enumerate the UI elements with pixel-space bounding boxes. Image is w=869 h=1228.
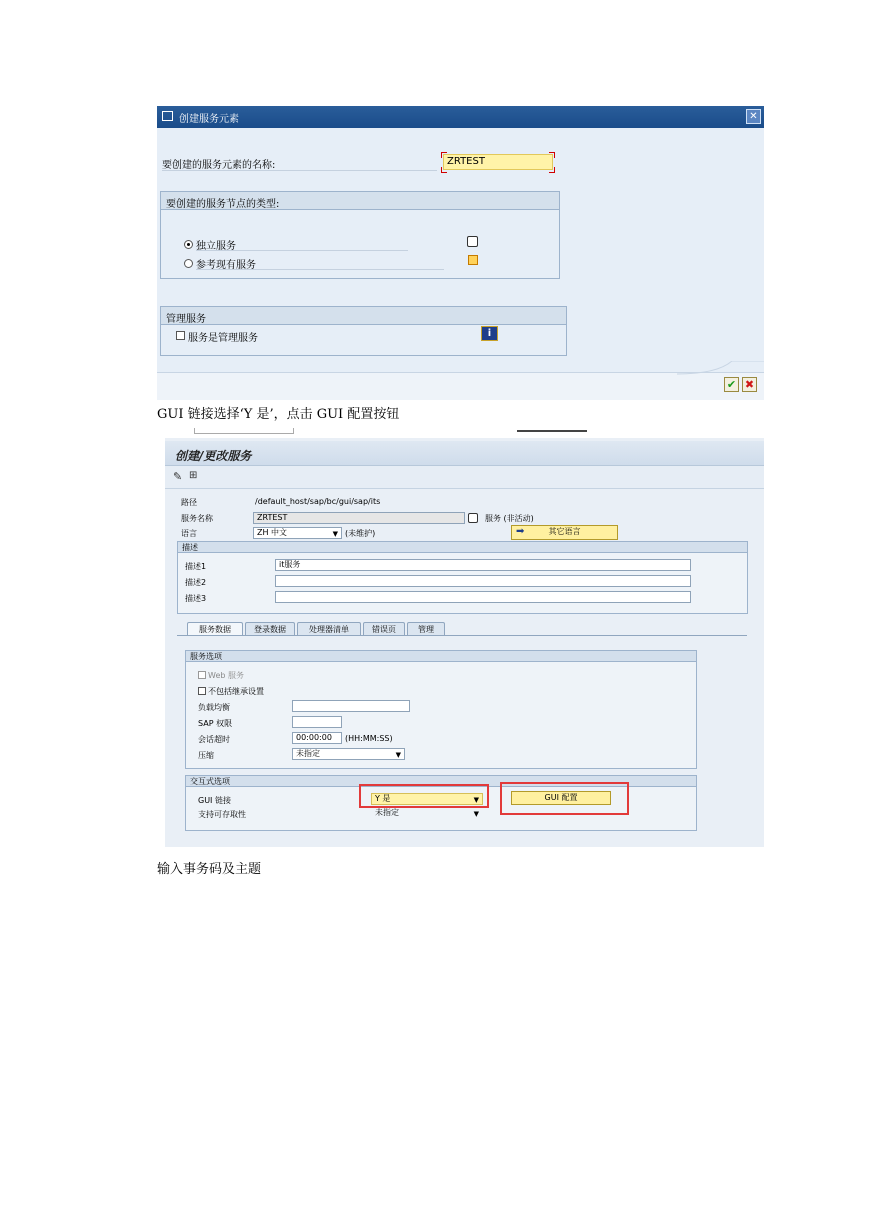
group-header <box>161 307 566 325</box>
service-options-group <box>185 650 697 769</box>
chevron-down-icon: ▼ <box>473 810 479 818</box>
path-label: 路径 <box>181 498 197 507</box>
description-group <box>177 541 748 614</box>
language-status: (未维护) <box>345 529 376 538</box>
admin-service-checkbox[interactable] <box>176 331 185 340</box>
compression-label: 压缩 <box>198 751 214 760</box>
hierarchy-icon[interactable]: ⊞ <box>189 470 198 481</box>
service-icon <box>468 513 478 523</box>
cancel-button[interactable]: ✖ <box>742 377 757 392</box>
web-service-label: Web 服务 <box>208 671 244 680</box>
gui-config-button[interactable]: GUI 配置 <box>511 791 611 805</box>
desc2-label: 描述2 <box>185 578 207 587</box>
dialog-titlebar <box>157 106 764 128</box>
description-group-title: 描述 <box>178 542 747 553</box>
language-label: 语言 <box>181 529 197 538</box>
application-toolbar <box>165 466 764 489</box>
create-icon <box>162 111 173 121</box>
session-timeout-label: 会话超时 <box>198 735 230 744</box>
web-service-checkbox[interactable] <box>198 671 206 679</box>
highlight-gui-link <box>359 784 489 808</box>
caption-enter-tcode: 输入事务码及主题 <box>157 862 262 877</box>
focus-corner-bl <box>441 167 447 173</box>
reference-service-icon <box>468 255 478 265</box>
tab-service-data[interactable]: 服务数据 <box>187 622 243 635</box>
create-change-service-screen <box>165 438 764 847</box>
desc2-field[interactable] <box>275 575 691 587</box>
group-title: 管理服务 <box>166 314 206 325</box>
chevron-down-icon: ▼ <box>395 751 401 759</box>
highlight-gui-config <box>500 782 629 815</box>
focus-corner-tl <box>441 152 447 158</box>
service-icon <box>467 236 478 247</box>
arrow-right-icon: ➡ <box>516 526 525 537</box>
sap-auth-label: SAP 权限 <box>198 719 233 728</box>
chevron-down-icon: ▼ <box>332 530 338 538</box>
footer-curve <box>677 361 764 375</box>
language-value: ZH 中文 <box>257 528 288 537</box>
confirm-button[interactable]: ✔ <box>724 377 739 392</box>
focus-corner-br <box>549 167 555 173</box>
reference-label: 参考现有服务 <box>196 256 444 270</box>
desc1-label: 描述1 <box>185 562 207 571</box>
tab-logon-data[interactable]: 登录数据 <box>245 622 295 635</box>
gui-link-value: Y 是 <box>375 794 391 803</box>
load-balance-field[interactable] <box>292 700 410 712</box>
no-inherit-label: 不包括继承设置 <box>208 687 264 696</box>
group-header <box>161 192 559 210</box>
close-button[interactable]: ✕ <box>746 109 761 124</box>
session-timeout-hint: (HH:MM:SS) <box>345 734 393 743</box>
screen-title: 创建/更改服务 <box>175 449 252 463</box>
tab-error-pages[interactable]: 错误页 <box>363 622 405 635</box>
group-title: 要创建的服务节点的类型: <box>166 199 280 210</box>
service-name-field[interactable]: ZRTEST <box>253 512 465 524</box>
cropped-toolbar-fragment <box>517 430 587 432</box>
focus-corner-tr <box>549 152 555 158</box>
display-change-icon[interactable]: ✎ <box>173 470 183 483</box>
sap-auth-field[interactable] <box>292 716 342 728</box>
chevron-down-icon: ▼ <box>473 796 479 804</box>
create-service-element-dialog <box>157 106 764 399</box>
no-inherit-checkbox[interactable] <box>198 687 206 695</box>
admin-service-group <box>160 306 567 356</box>
desc3-label: 描述3 <box>185 594 207 603</box>
compression-value: 未指定 <box>296 749 320 758</box>
service-status: 服务 (非活动) <box>485 514 534 523</box>
service-element-name-label: 要创建的服务元素的名称: <box>162 156 437 171</box>
load-balance-label: 负载均衡 <box>198 703 230 712</box>
other-language-label: 其它语言 <box>548 527 581 536</box>
gui-link-label: GUI 链接 <box>198 796 231 805</box>
service-options-title: 服务选项 <box>186 651 696 662</box>
language-dropdown[interactable] <box>253 527 342 539</box>
service-name-label: 服务名称 <box>181 514 213 523</box>
admin-service-label: 服务是管理服务 <box>188 333 258 344</box>
desc3-field[interactable] <box>275 591 691 603</box>
standalone-radio[interactable] <box>184 240 193 249</box>
other-language-button[interactable] <box>511 525 618 540</box>
desc1-field[interactable]: it服务 <box>275 559 691 571</box>
tab-administration[interactable]: 管理 <box>407 622 445 635</box>
info-icon[interactable]: i <box>481 326 498 341</box>
accessibility-value: 未指定 <box>375 808 399 817</box>
service-element-name-input[interactable]: ZRTEST <box>443 154 553 170</box>
path-value: /default_host/sap/bc/gui/sap/its <box>255 497 381 506</box>
tab-handler-list[interactable]: 处理器清单 <box>297 622 361 635</box>
screen-header <box>165 441 764 466</box>
tab-strip-line <box>177 635 747 636</box>
dialog-footer <box>157 372 764 400</box>
dialog-title: 创建服务元素 <box>179 114 239 125</box>
standalone-label: 独立服务 <box>196 237 408 251</box>
accessibility-dropdown[interactable] <box>371 807 483 819</box>
interactive-options-title: 交互式选项 <box>186 776 696 787</box>
reference-radio[interactable] <box>184 259 193 268</box>
compression-dropdown[interactable] <box>292 748 405 760</box>
caption-gui-link: GUI 链接选择‘Y 是’，点击 GUI 配置按钮 <box>157 407 400 422</box>
accessibility-label: 支持可存取性 <box>198 810 246 819</box>
session-timeout-field[interactable]: 00:00:00 <box>292 732 342 744</box>
service-node-type-group <box>160 191 560 279</box>
cropped-field-fragment <box>194 428 294 434</box>
